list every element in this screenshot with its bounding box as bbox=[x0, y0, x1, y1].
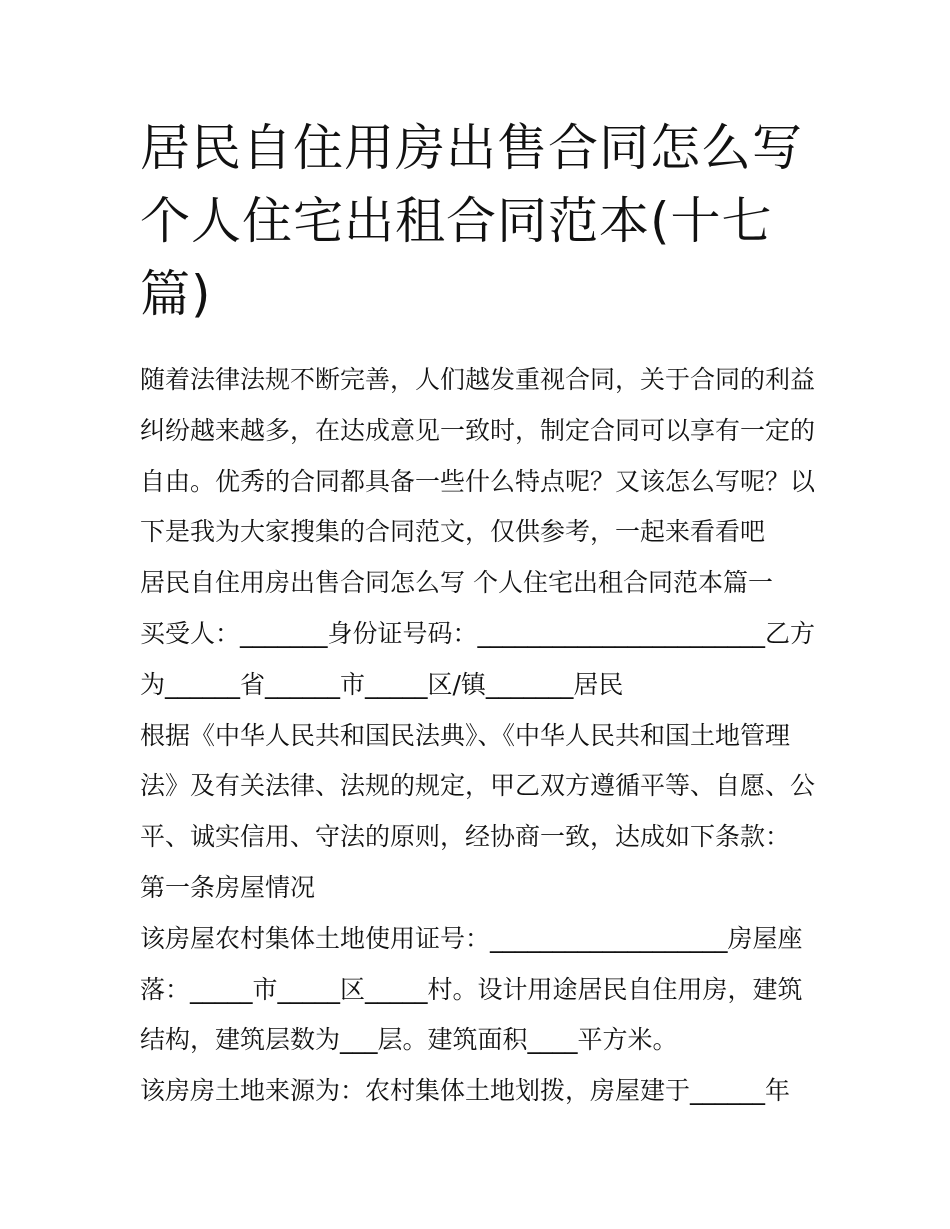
body-line: 买受人：_______身份证号码：_______________________乙方 bbox=[140, 618, 816, 648]
body-line: 下是我为大家搜集的合同范文，仅供参考，一起来看看吧 bbox=[140, 517, 766, 547]
body-line: 随着法律法规不断完善，人们越发重视合同，关于合同的利益 bbox=[140, 365, 816, 394]
body-line: 结构，建筑层数为___层。建筑面积____平方米。 bbox=[140, 1025, 678, 1055]
body-line: 纠纷越来越多，在达成意见一致时，制定合同可以享有一定的 bbox=[140, 415, 816, 445]
body-line: 该房房土地来源为：农村集体土地划拨，房屋建于______年 bbox=[140, 1076, 791, 1106]
body-line: 法》及有关法律、法规的规定，甲乙双方遵循平等、自愿、公 bbox=[140, 771, 816, 801]
body-line: 根据《中华人民共和国民法典》、《中华人民共和国土地管理 bbox=[140, 720, 791, 750]
title-line: 居民自住用房出售合同怎么写 bbox=[140, 119, 803, 177]
clause-heading: 第一条房屋情况 bbox=[140, 872, 316, 902]
section-heading: 居民自住用房出售合同怎么写 个人住宅出租合同范本篇一 bbox=[140, 568, 773, 598]
body-line: 自由。优秀的合同都具备一些什么特点呢？又该怎么写呢？以 bbox=[140, 466, 816, 496]
document-title bbox=[140, 112, 820, 331]
title-line: 个人住宅出租合同范本(十七 bbox=[140, 192, 773, 250]
document-body bbox=[140, 355, 830, 1117]
title-line: 篇) bbox=[140, 265, 212, 323]
body-line: 为______省______市_____区/镇_______居民 bbox=[140, 669, 624, 699]
body-line: 该房屋农村集体土地使用证号：___________________房屋座 bbox=[140, 923, 803, 953]
body-line: 落：_____市_____区_____村。设计用途居民自住用房，建筑 bbox=[140, 974, 803, 1004]
body-line: 平、诚实信用、守法的原则，经协商一致，达成如下条款： bbox=[140, 822, 791, 852]
